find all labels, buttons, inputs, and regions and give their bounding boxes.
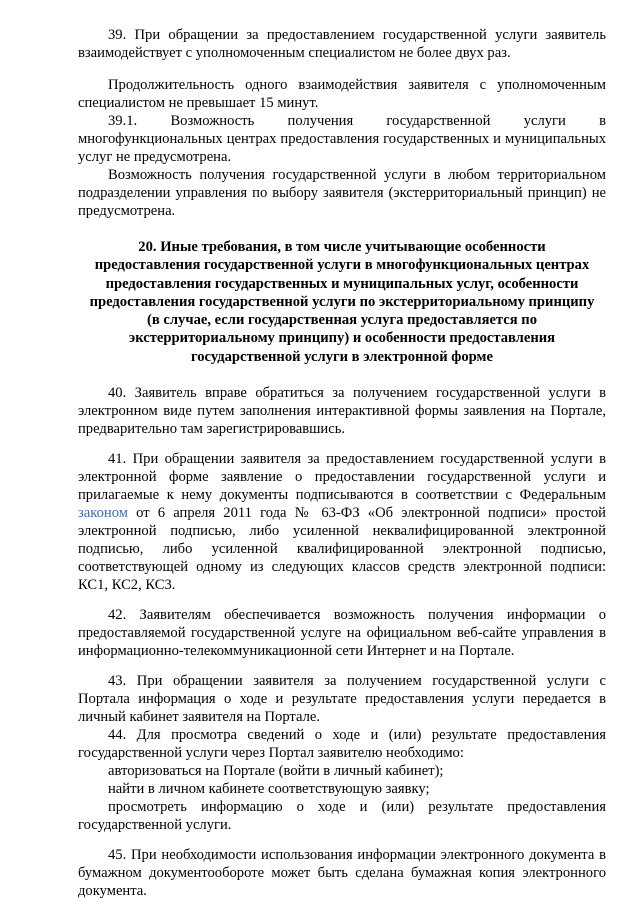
- paragraph-45: 45. При необходимости использования информации электронного документа в бумажном документообороте может быть сделана бумажная копия электронного документа.: [78, 847, 606, 900]
- paragraph-40: 40. Заявитель вправе обратиться за получением государственной услуги в электронном виде путем заполнения интерактивной формы заявления на Портале, предварительно там зарегистрировавшись.: [78, 385, 606, 438]
- paragraph-39-extraterritorial: Возможность получения государственной услуги в любом территориальном подразделении управления по выбору заявителя (экстерриториальный принцип) не предусмотрена.: [78, 167, 606, 219]
- heading-line: 20. Иные требования, в том числе учитывающие особенности: [138, 239, 546, 255]
- paragraph-41: [78, 450, 606, 594]
- heading-line: экстерриториальному принципу) и особенности предоставления: [128, 330, 556, 347]
- heading-line: государственной услуги в электронной форме: [191, 348, 493, 365]
- paragraph-44-step-find: найти в личном кабинете соответствующую заявку;: [108, 781, 430, 798]
- paragraph-39-duration: Продолжительность одного взаимодействия заявителя с уполномоченным специалистом не превышает 15 минут.: [78, 77, 606, 111]
- paragraph-44-step-authorize: авторизоваться на Портале (войти в личный кабинет);: [108, 763, 444, 780]
- paragraph-42: 42. Заявителям обеспечивается возможность получения информации о предоставляемой государственной услуге на официальном веб-сайте управления в информационно-телекоммуникационной сети Интернет и на Портале.: [78, 607, 606, 660]
- law-link[interactable]: законом: [78, 505, 128, 522]
- paragraph-43: 43. При обращении заявителя за получением государственной услуги с Портала информация о ходе и результате предоставления услуги передается в личный кабинет заявителя на Портале.: [78, 673, 606, 726]
- heading-line: предоставления государственной услуги в многофункциональных центрах: [94, 257, 590, 274]
- paragraph-41-text-b: от 6 апреля 2011 года № 63-ФЗ «Об электронной подписи» простой электронной подписью, либо усиленной неквалифицированной электронной подписью, либо усиленной квалифицированной электронной подписью, соответствующей одному из следующих классов средств электронной подписи: КС1, КС2, КС3.: [78, 505, 606, 594]
- paragraph-44: 44. Для просмотра сведений о ходе и (или) результате предоставления государственной услуги через Портал заявителю необходимо:: [78, 727, 606, 762]
- paragraph-41-text-a: 41. При обращении заявителя за предоставлением государственной услуги в электронной форме заявление о предоставлении государственной услуги и прилагаемые к нему документы подписываются в соответствии с Федеральным: [78, 451, 606, 504]
- heading-line: предоставления государственной услуги по экстерриториальному принципу: [89, 293, 595, 310]
- section-heading-20: [78, 238, 606, 366]
- paragraph-39-1: 39.1. Возможность получения государственной услуги в многофункциональных центрах предоставления государственных и муниципальных услуг не предусмотрена.: [78, 113, 606, 165]
- heading-line: (в случае, если государственная услуга предоставляется по: [146, 312, 538, 329]
- paragraph-39: 39. При обращении за предоставлением государственной услуги заявитель взаимодействует с уполномоченным специалистом не более двух раз.: [78, 27, 606, 61]
- heading-line: предоставления государственных и муниципальных услуг, особенности: [105, 275, 579, 292]
- paragraph-44-step-view: просмотреть информацию о ходе и (или) результате предоставления государственной услуги.: [78, 799, 606, 834]
